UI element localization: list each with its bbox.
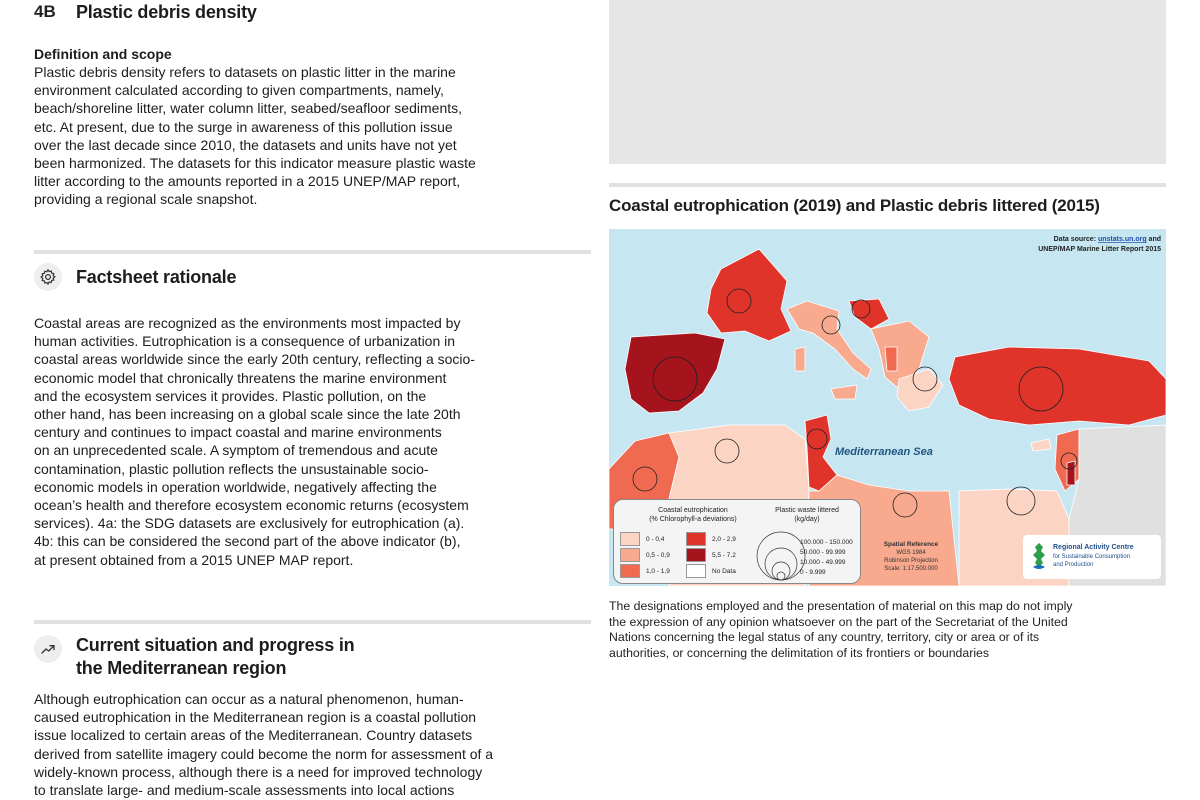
- legend-swatch: [686, 564, 706, 578]
- section-divider: [34, 620, 591, 624]
- section-title: Factsheet rationale: [76, 266, 237, 287]
- legend-text: 0 - 9.999: [800, 569, 826, 576]
- section-title-line: Current situation and progress in: [76, 635, 355, 655]
- text-line: widely-known process, although there is a need for improved technology: [34, 763, 483, 780]
- rac-line: Regional Activity Centre: [1053, 544, 1134, 551]
- region-lebanon-israel: [1067, 461, 1075, 485]
- section-title-block: [76, 634, 354, 680]
- text-line: economic models in operation worldwide, negatively affecting the: [34, 478, 437, 495]
- text-line: been harmonized. The datasets for this indicator measure plastic waste: [34, 155, 476, 172]
- mediterranean-map: [609, 229, 1166, 586]
- region-sicily: [831, 385, 857, 399]
- region-albania: [885, 347, 897, 371]
- spatial-reference: [871, 541, 951, 573]
- legend-class-label: 0,5 - 0,9: [646, 551, 670, 559]
- text-line: etc. At present, due to the surge in awareness of this pollution issue: [34, 118, 453, 135]
- spatial-line: Robinson Projection: [884, 558, 938, 564]
- map-title: Coastal eutrophication (2019) and Plastic debris littered (2015): [609, 196, 1100, 215]
- legend-swatch: [686, 548, 706, 562]
- rac-logo-icon: [1027, 541, 1051, 573]
- definition-paragraph: [34, 63, 591, 209]
- current-situation-paragraph: [34, 690, 591, 799]
- legend-text: 50.000 - 99.999: [800, 549, 846, 556]
- legend-class-item: [620, 532, 664, 546]
- definition-block: [34, 45, 591, 209]
- legend-plastic-title: [762, 506, 852, 524]
- text-line: at present obtained from a 2015 UNEP MAP report.: [34, 551, 354, 568]
- spatial-line: WGS 1984: [896, 550, 926, 556]
- legend-text: Coastal eutrophication: [658, 507, 728, 514]
- legend-class-label: 1,0 - 1,9: [646, 567, 670, 575]
- legend-class-label: 2,0 - 2,9: [712, 535, 736, 543]
- legend-swatch: [620, 564, 640, 578]
- text-line: coastal areas worldwide since the early 20th century, reflecting a socio-: [34, 351, 475, 368]
- legend-class-item: [620, 564, 670, 578]
- legend-classes: [620, 532, 760, 580]
- legend-swatch: [686, 532, 706, 546]
- text-line: on an unprecedented scale. A symptom of tremendous and acute: [34, 442, 438, 459]
- image-placeholder: [609, 0, 1166, 164]
- text-line: over the last decade since 2010, the datasets and units have not yet: [34, 136, 457, 153]
- text-line: environment calculated according to given compartments, namely,: [34, 82, 444, 99]
- region-sardinia: [795, 347, 805, 371]
- map-disclaimer: [609, 599, 1166, 661]
- text-line: Plastic debris density refers to datasets on plastic litter in the marine: [34, 64, 456, 80]
- sea-label: Mediterranean Sea: [835, 446, 933, 458]
- legend-swatch: [620, 532, 640, 546]
- legend-class-label: 5,5 - 7,2: [712, 551, 736, 559]
- text-line: litter according to the amounts reported in a 2015 UNEP/MAP report,: [34, 173, 461, 190]
- text-line: ocean’s health and therefore ecosystem economic returns (ecosystem: [34, 497, 469, 514]
- trend-up-icon: [34, 635, 62, 663]
- section-divider: [34, 250, 591, 254]
- region-cyprus: [1031, 439, 1051, 451]
- text-line: century and continues to impact coastal and marine environments: [34, 424, 442, 441]
- section-divider: [609, 183, 1166, 187]
- text-line: issue localized to certain areas of the Mediterranean. Country datasets: [34, 727, 473, 744]
- disclaimer-line: The designations employed and the presentation of material on this map do not imply: [609, 599, 1073, 613]
- section-header-rationale: [34, 263, 236, 291]
- legend-class-item: [686, 564, 736, 578]
- legend-text: (kg/day): [794, 516, 820, 523]
- text-line: to translate large- and medium-scale assessments into local actions: [34, 782, 455, 799]
- section-title: Plastic debris density: [76, 1, 257, 22]
- legend-eutro-title: [628, 506, 758, 524]
- text-line: derived from satellite imagery could become the norm for assessment of a: [34, 745, 494, 762]
- rac-line: for Sustainable Consumption: [1053, 553, 1131, 560]
- legend-text: 100.000 - 150.000: [800, 539, 853, 546]
- text-line: economic model that chronically threatens the marine environment: [34, 369, 447, 386]
- gear-icon: [34, 263, 62, 291]
- rationale-paragraph: [34, 314, 591, 569]
- rac-logo-box: [1023, 535, 1161, 579]
- legend-swatch: [620, 548, 640, 562]
- text-line: caused eutrophication in the Mediterranean region is a coastal pollution: [34, 709, 477, 726]
- definition-subhead: Definition and scope: [34, 46, 172, 62]
- text-line: 4b: this can be considered the second part of the above indicator (b),: [34, 533, 461, 550]
- spatial-line: Scale: 1:17.500.000: [884, 566, 938, 572]
- legend-text: 10.000 - 49.999: [800, 559, 846, 566]
- legend-text: (% Chlorophyll-a deviations): [649, 516, 737, 523]
- disclaimer-line: Nations concerning the legal status of any country, territory, city or area or of its: [609, 630, 1040, 645]
- legend-class-item: [686, 532, 736, 546]
- region-slovenia-croatia: [849, 299, 889, 329]
- section-title-line: the Mediterranean region: [76, 658, 287, 678]
- legend-class-item: [620, 548, 670, 562]
- text-line: human activities. Eutrophication is a consequence of urbanization in: [34, 333, 456, 350]
- legend-class-item: [686, 548, 736, 562]
- text-line: and the ecosystem services it provides. Plastic pollution, on the: [34, 387, 427, 404]
- section-header-current-situation: [34, 634, 354, 680]
- indicator-badge: 4B: [34, 2, 56, 21]
- data-source-line1: Data source: unstats.un.org and: [1053, 236, 1161, 243]
- legend-plastic-values: [800, 538, 853, 578]
- region-turkey: [949, 347, 1166, 425]
- spatial-title: Spatial Reference: [883, 541, 939, 548]
- text-line: Although eutrophication can occur as a natural phenomenon, human-: [34, 691, 464, 707]
- disclaimer-line: the expression of any opinion whatsoever on the part of the Secretariat of the United: [609, 614, 1068, 629]
- text-line: providing a regional scale snapshot.: [34, 191, 258, 208]
- legend-text: Plastic waste littered: [775, 507, 839, 514]
- text-line: contamination, plastic pollution reflects the unsustainable socio-: [34, 460, 429, 477]
- legend-box: [613, 499, 861, 584]
- rac-line: and Production: [1053, 562, 1094, 568]
- text-line: beach/shoreline litter, water column litter, seabed/seafloor sediments,: [34, 100, 463, 117]
- data-source-line2: UNEP/MAP Marine Litter Report 2015: [1038, 246, 1161, 253]
- text-line: other hand, has been increasing on a global scale since the late 20th: [34, 406, 461, 423]
- disclaimer-line: authorities, or concerning the delimitation of its frontiers or boundaries: [609, 645, 990, 660]
- section-header-plastic-debris: [34, 0, 257, 26]
- text-line: Coastal areas are recognized as the environments most impacted by: [34, 315, 461, 331]
- text-line: services). 4a: the SDG datasets are exclusively for eutrophication (a).: [34, 515, 465, 532]
- legend-class-label: No Data: [712, 567, 736, 575]
- legend-class-label: 0 - 0,4: [646, 535, 665, 543]
